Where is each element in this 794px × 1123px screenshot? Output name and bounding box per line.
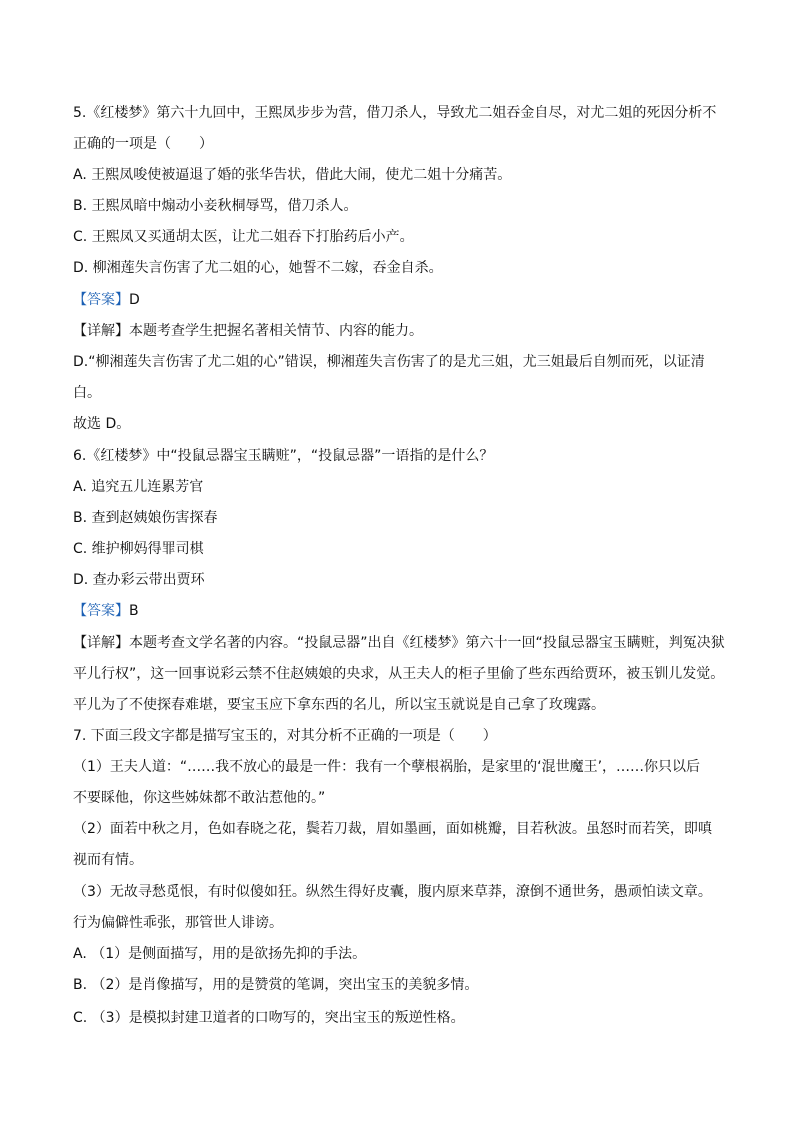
q6-answer-value: B	[129, 603, 139, 619]
q6-option-a: A. 追究五儿连累芳官	[73, 479, 204, 495]
q5-detail-tag: 【详解】	[73, 323, 129, 339]
q7-passage-line-4: 视而有情。	[73, 852, 143, 868]
q7-passage-line-6: 行为偏僻性乖张，那管世人诽谤。	[73, 915, 283, 931]
q5-detail-line-3: 白。	[73, 385, 101, 401]
q6-detail-line-2: 平儿行权”，这一回事说彩云禁不住赵姨娘的央求，从王夫人的柜子里偷了些东西给贾环，被玉钏儿发觉。	[73, 666, 725, 682]
q7-option-a: A. （1）是侧面描写，用的是欲扬先抑的手法。	[73, 946, 367, 962]
q5-detail-line-2: D.“柳湘莲失言伤害了尤二姐的心”错误，柳湘莲失言伤害了的是尤三姐，尤三姐最后自刎而死，以证清	[73, 354, 705, 370]
q7-passage-line-2: 不要睬他，你这些姊妹都不敢沾惹他的。”	[73, 790, 326, 806]
q5-option-c: C. 王熙凤又买通胡太医，让尤二姐吞下打胎药后小产。	[73, 229, 414, 245]
q6-detail-line-1	[73, 633, 725, 653]
q5-stem-line-2: 正确的一项是（ ）	[73, 136, 213, 152]
q6-detail-line-3: 平儿为了不使探春难堪，要宝玉应下拿东西的名儿，所以宝玉就说是自己拿了玫瑰露。	[73, 697, 605, 713]
q7-option-c: C. （3）是模拟封建卫道者的口吻写的，突出宝玉的叛逆性格。	[73, 1010, 465, 1026]
q5-detail-line-4: 故选 D。	[73, 416, 131, 432]
q5-stem-line-1: 5.《红楼梦》第六十九回中，王熙凤步步为营，借刀杀人，导致尤二姐吞金自尽，对尤二姐的死因分析不	[73, 105, 717, 121]
q5-answer	[73, 290, 140, 310]
q6-option-d: D. 查办彩云带出贾环	[73, 572, 205, 588]
q5-option-d: D. 柳湘莲失言伤害了尤二姐的心，她誓不二嫁，吞金自杀。	[73, 260, 443, 276]
q6-option-b: B. 查到赵姨娘伤害探春	[73, 510, 218, 526]
q6-answer	[73, 601, 139, 621]
q7-stem-line-1: 7. 下面三段文字都是描写宝玉的，对其分析不正确的一项是（ ）	[73, 728, 497, 744]
q5-option-b: B. 王熙凤暗中煽动小妾秋桐辱骂，借刀杀人。	[73, 198, 358, 214]
q6-detail-tag: 【详解】	[73, 635, 129, 651]
q6-stem-line-1: 6.《红楼梦》中“投鼠忌器宝玉瞒赃”，“投鼠忌器”一语指的是什么？	[73, 448, 494, 464]
q5-detail-line-1	[73, 321, 423, 341]
q7-passage-line-5: （3）无故寻愁觅恨，有时似傻如狂。纵然生得好皮囊，腹内原来草莽，潦倒不通世务，愚顽怕读文章。	[73, 884, 712, 900]
q7-passage-line-1: （1）王夫人道：“……我不放心的最是一件：我有一个孽根祸胎，是家里的‘混世魔王’，……你只以后	[73, 759, 701, 775]
q5-answer-value: D	[129, 292, 140, 308]
q7-option-b: B. （2）是肖像描写，用的是赞赏的笔调，突出宝玉的美貌多情。	[73, 977, 479, 993]
q5-answer-tag: 【答案】	[73, 292, 129, 308]
q6-detail-text: 本题考查文学名著的内容。“投鼠忌器”出自《红楼梦》第六十一回“投鼠忌器宝玉瞒赃，判冤决狱	[129, 635, 725, 651]
q6-option-c: C. 维护柳妈得罪司棋	[73, 541, 204, 557]
q5-option-a: A. 王熙凤唆使被逼退了婚的张华告状，借此大闹，使尤二姐十分痛苦。	[73, 167, 512, 183]
q5-detail-text: 本题考查学生把握名著相关情节、内容的能力。	[129, 323, 423, 339]
q7-passage-line-3: （2）面若中秋之月，色如春晓之花，鬓若刀裁，眉如墨画，面如桃瓣，目若秋波。虽怒时而若笑，即嗔	[73, 821, 712, 837]
q6-answer-tag: 【答案】	[73, 603, 129, 619]
